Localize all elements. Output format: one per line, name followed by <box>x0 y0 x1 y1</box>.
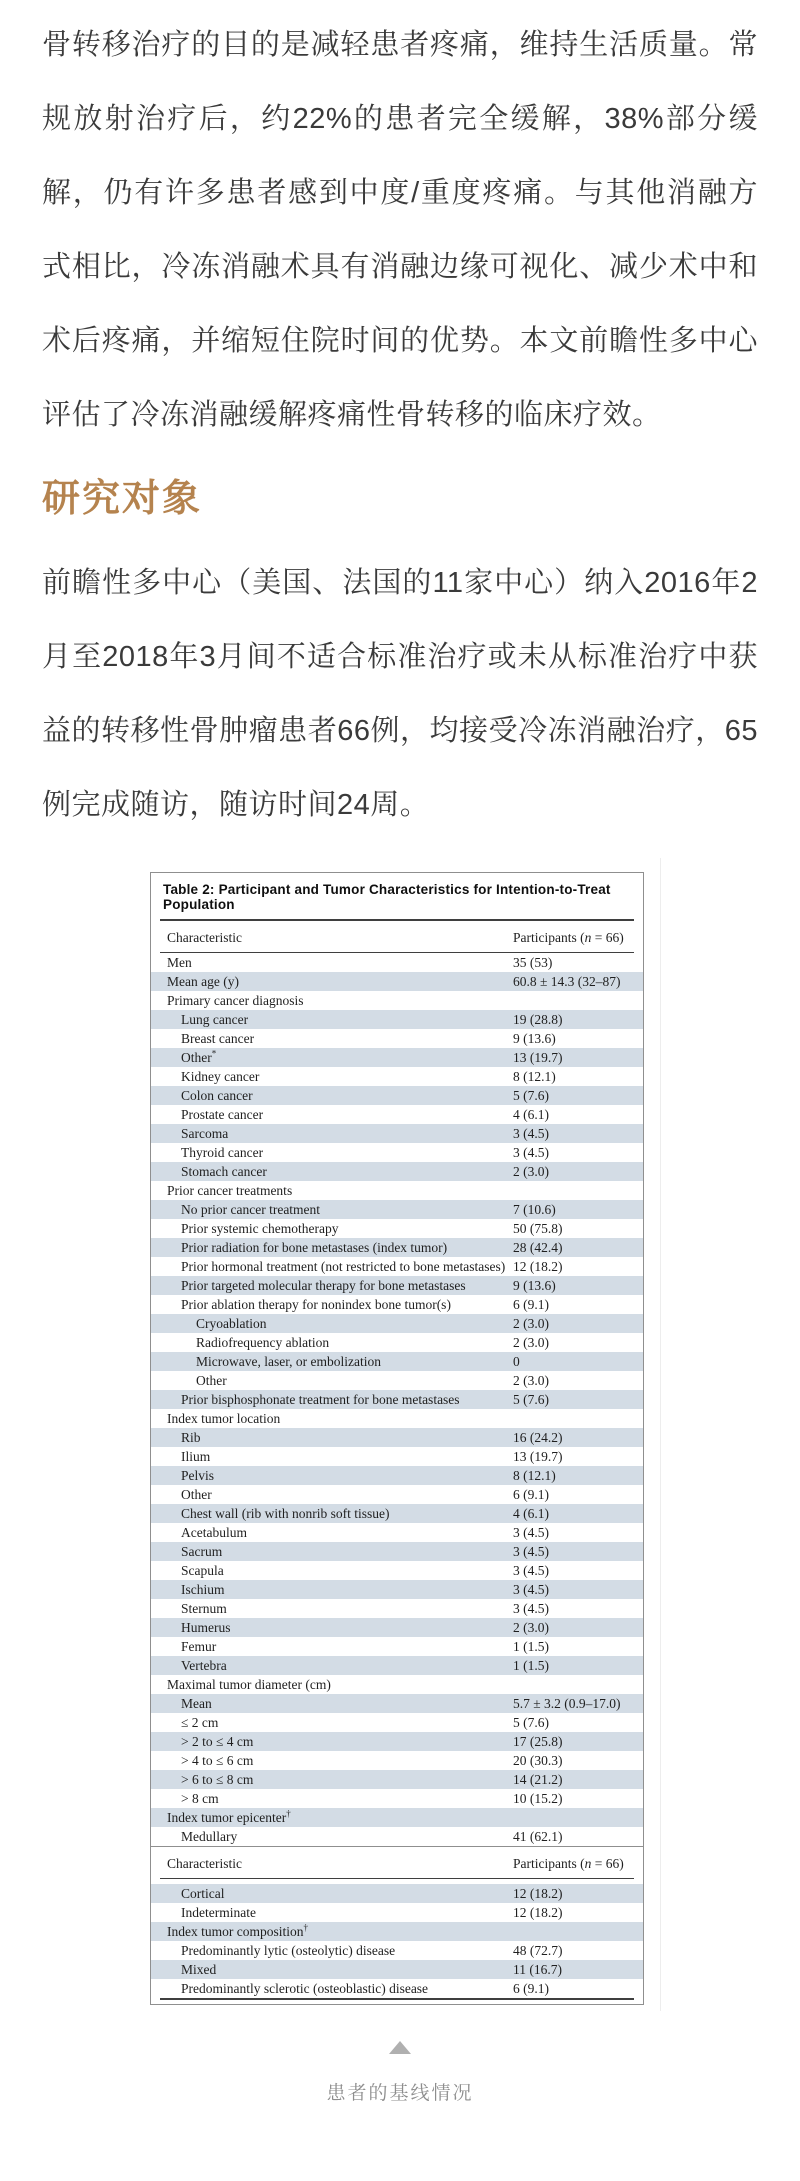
row-value: 13 (19.7) <box>513 1049 563 1065</box>
row-value: 9 (13.6) <box>513 1030 556 1046</box>
row-value: 20 (30.3) <box>513 1752 563 1768</box>
row-label-text: Cortical <box>181 1885 225 1901</box>
row-label-text: Index tumor location <box>167 1410 281 1426</box>
row-value: 11 (16.7) <box>513 1961 562 1977</box>
row-label <box>151 1808 513 1827</box>
column-header-participants <box>513 1847 643 1878</box>
row-label <box>151 1504 513 1523</box>
participants-count: = 66) <box>591 929 624 945</box>
row-label <box>151 1257 513 1276</box>
row-label-text: Ischium <box>181 1581 225 1597</box>
table-row <box>151 1352 643 1371</box>
table-row <box>151 1029 643 1048</box>
row-label-text: Index tumor epicenter <box>167 1809 287 1825</box>
row-label <box>151 1884 513 1903</box>
table-row <box>151 1504 643 1523</box>
table-row <box>151 1333 643 1352</box>
row-label <box>151 1428 513 1447</box>
row-label-text: Prior bisphosphonate treatment for bone metastases <box>181 1391 460 1407</box>
row-label <box>151 1276 513 1295</box>
intro-paragraph: 骨转移治疗的目的是减轻患者疼痛，维持生活质量。常规放射治疗后，约22%的患者完全缓解，38%部分缓解，仍有许多患者感到中度/重度疼痛。与其他消融方式相比，冷冻消融术具有消融边缘可视化、减少术中和术后疼痛，并缩短住院时间的优势。本文前瞻性多中心评估了冷冻消融缓解疼痛性骨转移的临床疗效。 <box>42 29 758 431</box>
row-value: 10 (15.2) <box>513 1790 563 1806</box>
row-value: 8 (12.1) <box>513 1068 556 1084</box>
row-value: 4 (6.1) <box>513 1505 549 1521</box>
table-row <box>151 1219 643 1238</box>
table-row <box>151 1466 643 1485</box>
row-label <box>151 1143 513 1162</box>
table-title: Table 2: Participant and Tumor Characteristics for Intention-to-Treat Population <box>163 881 611 912</box>
row-value: 48 (72.7) <box>513 1942 563 1958</box>
row-value: 2 (3.0) <box>513 1315 549 1331</box>
row-label-text: Prior hormonal treatment (not restricted to bone metastases) <box>181 1258 506 1274</box>
row-label-text: Cryoablation <box>196 1315 267 1331</box>
row-label <box>151 1675 513 1694</box>
footnote-marker: † <box>286 1808 291 1819</box>
row-label <box>151 1067 513 1086</box>
row-label <box>151 1010 513 1029</box>
row-value: 16 (24.2) <box>513 1429 563 1445</box>
table-row <box>151 1010 643 1029</box>
table-header-row-repeat <box>151 1847 643 1878</box>
row-value: 5 (7.6) <box>513 1714 549 1730</box>
row-value: 14 (21.2) <box>513 1771 563 1787</box>
row-value: 41 (62.1) <box>513 1828 563 1844</box>
spacer <box>151 2000 643 2004</box>
table-row <box>151 1447 643 1466</box>
row-label <box>151 1827 513 1846</box>
row-label <box>151 1979 513 1998</box>
row-label-text: Men <box>167 954 192 970</box>
row-label <box>151 1238 513 1257</box>
row-value: 5 (7.6) <box>513 1391 549 1407</box>
table-row <box>151 1884 643 1903</box>
row-value: 12 (18.2) <box>513 1258 563 1274</box>
table-row <box>151 1086 643 1105</box>
row-label-text: > 6 to ≤ 8 cm <box>181 1771 254 1787</box>
article-body <box>0 8 800 2135</box>
table-row <box>151 1751 643 1770</box>
row-label-text: Pelvis <box>181 1467 215 1483</box>
row-label-text: Other <box>181 1486 212 1502</box>
row-label-text: Radiofrequency ablation <box>196 1334 330 1350</box>
row-label-text: Mean <box>181 1695 212 1711</box>
row-value: 12 (18.2) <box>513 1885 563 1901</box>
table-row <box>151 1808 643 1827</box>
row-value: 1 (1.5) <box>513 1657 549 1673</box>
row-value: 3 (4.5) <box>513 1144 549 1160</box>
table-body-part1 <box>151 953 643 1846</box>
row-value: 2 (3.0) <box>513 1334 549 1350</box>
table-row <box>151 1181 643 1200</box>
row-value: 0 <box>513 1353 520 1369</box>
row-label-text: Scapula <box>181 1562 224 1578</box>
row-label-text: Other <box>181 1049 212 1065</box>
row-label-text: Acetabulum <box>181 1524 247 1540</box>
row-label-text: Predominantly lytic (osteolytic) disease <box>181 1942 396 1958</box>
participants-count: = 66) <box>591 1855 624 1871</box>
row-value: 3 (4.5) <box>513 1543 549 1559</box>
row-label-text: Prior ablation therapy for nonindex bone tumor(s) <box>181 1296 451 1312</box>
row-label <box>151 1732 513 1751</box>
table-row <box>151 1105 643 1124</box>
table-row <box>151 1941 643 1960</box>
row-label <box>151 1523 513 1542</box>
row-label-text: Mixed <box>181 1961 217 1977</box>
row-label-text: Index tumor composition <box>167 1923 304 1939</box>
row-label-text: Chest wall (rib with nonrib soft tissue) <box>181 1505 390 1521</box>
table-row <box>151 953 643 972</box>
table-row <box>151 1523 643 1542</box>
row-label <box>151 1295 513 1314</box>
row-label-text: Thyroid cancer <box>181 1144 264 1160</box>
row-label-text: Sternum <box>181 1600 227 1616</box>
row-value: 60.8 ± 14.3 (32–87) <box>513 973 621 989</box>
row-value: 4 (6.1) <box>513 1106 549 1122</box>
row-label-text: Primary cancer diagnosis <box>167 992 304 1008</box>
row-label <box>151 1656 513 1675</box>
section-heading-study-subjects: 研究对象 <box>42 478 203 520</box>
row-label-text: Ilium <box>181 1448 211 1464</box>
row-label <box>151 1390 513 1409</box>
row-label-text: Colon cancer <box>181 1087 253 1103</box>
row-label <box>151 1219 513 1238</box>
row-label-text: Prior targeted molecular therapy for bone metastases <box>181 1277 466 1293</box>
table-row <box>151 1200 643 1219</box>
figure-caption: 患者的基线情况 <box>326 2082 474 2104</box>
row-label-text: Medullary <box>181 1828 238 1844</box>
row-label <box>151 1618 513 1637</box>
table-row <box>151 1257 643 1276</box>
row-value: 2 (3.0) <box>513 1619 549 1635</box>
row-label <box>151 1694 513 1713</box>
row-label <box>151 1485 513 1504</box>
row-value: 19 (28.8) <box>513 1011 563 1027</box>
column-header-characteristic: Characteristic <box>167 929 242 945</box>
row-value: 13 (19.7) <box>513 1448 563 1464</box>
participants-n-italic: n <box>584 1855 592 1871</box>
row-value: 8 (12.1) <box>513 1467 556 1483</box>
footnote-marker: * <box>211 1048 217 1059</box>
row-label-text: Mean age (y) <box>167 973 239 989</box>
row-label <box>151 1048 513 1067</box>
column-header-participants <box>513 921 643 952</box>
row-value: 3 (4.5) <box>513 1581 549 1597</box>
participants-text: Participants ( <box>513 1855 585 1871</box>
row-label <box>151 1903 513 1922</box>
row-label-text: Sacrum <box>181 1543 223 1559</box>
row-label <box>151 1314 513 1333</box>
row-label <box>151 1447 513 1466</box>
table-row <box>151 1618 643 1637</box>
row-label <box>151 1029 513 1048</box>
table-row <box>151 1124 643 1143</box>
row-value: 6 (9.1) <box>513 1980 549 1996</box>
row-label <box>151 972 513 991</box>
row-label <box>151 1086 513 1105</box>
row-label <box>151 1580 513 1599</box>
table-row <box>151 1580 643 1599</box>
row-label <box>151 953 513 972</box>
row-label-text: Indeterminate <box>181 1904 256 1920</box>
row-value: 7 (10.6) <box>513 1201 556 1217</box>
row-label-text: Lung cancer <box>181 1011 249 1027</box>
table-row <box>151 1922 643 1941</box>
row-value: 50 (75.8) <box>513 1220 563 1236</box>
row-label <box>151 1466 513 1485</box>
row-label <box>151 1789 513 1808</box>
table-row <box>151 1485 643 1504</box>
row-label-text: No prior cancer treatment <box>181 1201 321 1217</box>
row-value: 17 (25.8) <box>513 1733 563 1749</box>
row-label-text: Prior cancer treatments <box>167 1182 293 1198</box>
row-value: 1 (1.5) <box>513 1638 549 1654</box>
row-label <box>151 1352 513 1371</box>
row-value: 2 (3.0) <box>513 1163 549 1179</box>
table-row <box>151 1675 643 1694</box>
row-label <box>151 1200 513 1219</box>
row-label <box>151 1922 513 1941</box>
table-row <box>151 1143 643 1162</box>
participants-n-italic: n <box>584 929 592 945</box>
row-label-text: Vertebra <box>181 1657 227 1673</box>
row-value: 5.7 ± 3.2 (0.9–17.0) <box>513 1695 621 1711</box>
row-label <box>151 991 513 1010</box>
row-value: 6 (9.1) <box>513 1486 549 1502</box>
table-row <box>151 1428 643 1447</box>
table-row <box>151 1903 643 1922</box>
row-label-text: > 8 cm <box>181 1790 219 1806</box>
row-label <box>151 1770 513 1789</box>
row-label <box>151 1542 513 1561</box>
table-row <box>151 1048 643 1067</box>
row-label-text: Stomach cancer <box>181 1163 267 1179</box>
row-value: 3 (4.5) <box>513 1125 549 1141</box>
figure-footer <box>42 2041 758 2135</box>
study-subjects-paragraph: 前瞻性多中心（美国、法国的11家中心）纳入2016年2月至2018年3月间不适合标准治疗或未从标准治疗中获益的转移性骨肿瘤患者66例，均接受冷冻消融治疗，65例完成随访，随访时间24周。 <box>42 566 758 821</box>
row-label-text: Prior systemic chemotherapy <box>181 1220 339 1236</box>
row-label <box>151 1333 513 1352</box>
table-row <box>151 991 643 1010</box>
row-value: 5 (7.6) <box>513 1087 549 1103</box>
column-header-characteristic: Characteristic <box>167 1855 242 1871</box>
table-row <box>151 1314 643 1333</box>
table-figure <box>150 858 661 2011</box>
table-row <box>151 1561 643 1580</box>
table-row <box>151 1295 643 1314</box>
table-row <box>151 1732 643 1751</box>
collapse-arrow-icon[interactable] <box>389 2041 411 2054</box>
table-row <box>151 1827 643 1846</box>
row-label-text: Humerus <box>181 1619 231 1635</box>
table-row <box>151 1542 643 1561</box>
table-row <box>151 1238 643 1257</box>
row-label-text: Breast cancer <box>181 1030 255 1046</box>
table-row <box>151 1067 643 1086</box>
row-label-text: Femur <box>181 1638 217 1654</box>
row-value: 9 (13.6) <box>513 1277 556 1293</box>
table-row <box>151 1713 643 1732</box>
table-body-part2 <box>151 1884 643 1998</box>
row-label-text: > 4 to ≤ 6 cm <box>181 1752 254 1768</box>
row-value: 3 (4.5) <box>513 1524 549 1540</box>
table-row <box>151 1371 643 1390</box>
row-value: 6 (9.1) <box>513 1296 549 1312</box>
table-row <box>151 1162 643 1181</box>
row-label-text: Other <box>196 1372 227 1388</box>
row-label-text: Prior radiation for bone metastases (index tumor) <box>181 1239 448 1255</box>
row-label-text: Sarcoma <box>181 1125 229 1141</box>
row-value: 12 (18.2) <box>513 1904 563 1920</box>
table-header-row <box>151 921 643 952</box>
table-row <box>151 1656 643 1675</box>
row-value: 3 (4.5) <box>513 1600 549 1616</box>
row-label <box>151 1561 513 1580</box>
row-label <box>151 1599 513 1618</box>
row-label-text: Predominantly sclerotic (osteoblastic) disease <box>181 1980 429 1996</box>
row-label <box>151 1162 513 1181</box>
row-label <box>151 1960 513 1979</box>
table-row <box>151 1979 643 1998</box>
row-label-text: Kidney cancer <box>181 1068 260 1084</box>
participants-text: Participants ( <box>513 929 585 945</box>
row-label <box>151 1181 513 1200</box>
table-row <box>151 1637 643 1656</box>
row-label <box>151 1371 513 1390</box>
row-label-text: Rib <box>181 1429 201 1445</box>
row-label-text: ≤ 2 cm <box>181 1714 219 1730</box>
row-label <box>151 1124 513 1143</box>
table-row <box>151 972 643 991</box>
table-row <box>151 1390 643 1409</box>
table-row <box>151 1694 643 1713</box>
row-label-text: > 2 to ≤ 4 cm <box>181 1733 254 1749</box>
row-label <box>151 1637 513 1656</box>
table-row <box>151 1409 643 1428</box>
table-row <box>151 1599 643 1618</box>
row-label-text: Prostate cancer <box>181 1106 264 1122</box>
table-row <box>151 1770 643 1789</box>
row-value: 3 (4.5) <box>513 1562 549 1578</box>
row-value: 35 (53) <box>513 954 553 970</box>
table-row <box>151 1276 643 1295</box>
table-row <box>151 1789 643 1808</box>
row-label <box>151 1751 513 1770</box>
row-value: 2 (3.0) <box>513 1372 549 1388</box>
row-label <box>151 1409 513 1428</box>
footnote-marker: † <box>303 1922 308 1933</box>
table2-box <box>150 872 644 2005</box>
row-value: 28 (42.4) <box>513 1239 563 1255</box>
row-label-text: Maximal tumor diameter (cm) <box>167 1676 331 1692</box>
row-label <box>151 1105 513 1124</box>
table-row <box>151 1960 643 1979</box>
row-label-text: Microwave, laser, or embolization <box>196 1353 382 1369</box>
row-label <box>151 1941 513 1960</box>
row-label <box>151 1713 513 1732</box>
